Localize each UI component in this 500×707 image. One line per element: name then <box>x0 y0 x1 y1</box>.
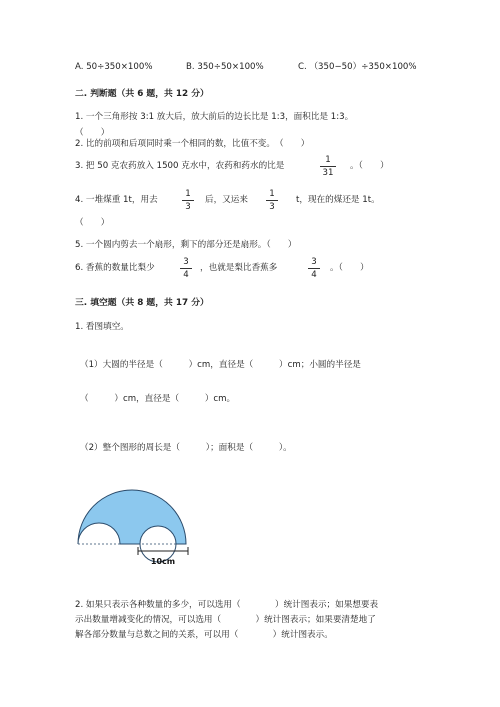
s2-q6-mid: ，也就是梨比香蕉多 <box>200 263 278 273</box>
section2-heading: 二. 判断题（共 6 题，共 12 分） <box>75 89 209 99</box>
s3-q1: 1. 看图填空。 <box>75 322 129 332</box>
fraction-bar <box>180 268 192 269</box>
option-a: A. 50÷350×100% <box>75 62 153 72</box>
fraction-numerator: 3 <box>311 257 317 267</box>
option-c: C. （350−50）÷350×100% <box>298 62 417 72</box>
fraction-numerator: 3 <box>183 257 189 267</box>
fraction-numerator: 1 <box>185 189 191 199</box>
s2-q6-fraction1 <box>180 257 192 280</box>
dimension-label: 10cm <box>150 557 176 566</box>
fraction-bar <box>182 200 194 201</box>
fraction-bar <box>320 166 336 167</box>
s2-q6-fraction2 <box>308 257 320 280</box>
s3-q1-part2: （2）整个图形的周长是（ ）；面积是（ ）。 <box>80 443 292 453</box>
fraction-denominator: 4 <box>311 270 317 280</box>
fraction-denominator: 4 <box>183 270 189 280</box>
s2-q1: 1. 一个三角形按 3:1 放大后，放大前后的边长比是 1:3，面积比是 1:3。 <box>75 112 354 122</box>
s2-q4-fraction1 <box>182 189 194 212</box>
s3-q2-line3: 解各部分数量与总数之间的关系，可以用（ ）统计图表示。 <box>75 630 333 640</box>
s2-q1-cont: （ ） <box>75 128 110 138</box>
s3-q2-line1: 2. 如果只表示各种数量的多少，可以选用（ ）统计图表示；如果想要表 <box>75 600 379 610</box>
s2-q3-text: 3. 把 50 克农药放入 1500 克水中，农药和药水的比是 <box>75 161 285 171</box>
s2-q6-answer: 。（ ） <box>330 263 369 273</box>
option-b: B. 350÷50×100% <box>186 62 264 72</box>
s3-q2-line2: 示出数量增减变化的情况，可以选用（ ）统计图表示；如果要清楚地了 <box>75 615 376 625</box>
s2-q6-text: 6. 香蕉的数量比梨少 <box>75 263 155 273</box>
s3-q1-part1-line1: （1）大圆的半径是（ ）cm，直径是（ ）cm；小圆的半径是 <box>80 360 361 370</box>
s2-q3-answer: 。（ ） <box>350 161 389 171</box>
s2-q4-post: t，现在的煤还是 1t。 <box>296 195 380 205</box>
s2-q5: 5. 一个圆内剪去一个扇形，剩下的部分还是扇形。（ ） <box>75 240 297 250</box>
fraction-denominator: 3 <box>185 202 191 212</box>
fraction-bar <box>308 268 320 269</box>
semicircle-figure <box>76 488 196 568</box>
s2-q3-fraction <box>320 155 336 178</box>
fraction-denominator: 3 <box>269 202 275 212</box>
fraction-numerator: 1 <box>325 155 331 165</box>
s2-q4-text: 4. 一堆煤重 1t，用去 <box>75 195 158 205</box>
section3-heading: 三. 填空题（共 8 题，共 17 分） <box>75 298 209 308</box>
s2-q2: 2. 比的前项和后项同时乘一个相同的数，比值不变。 （ ） <box>75 139 310 149</box>
s2-q4-mid: 后，又运来 <box>205 195 248 205</box>
fraction-numerator: 1 <box>269 189 275 199</box>
fraction-bar <box>266 200 278 201</box>
s3-q1-part1-line2: （ ）cm，直径是（ ）cm。 <box>80 394 236 404</box>
fraction-denominator: 31 <box>322 168 334 178</box>
s2-q4-cont: （ ） <box>75 218 110 228</box>
s2-q4-fraction2 <box>266 189 278 212</box>
figure-shape <box>78 490 186 544</box>
